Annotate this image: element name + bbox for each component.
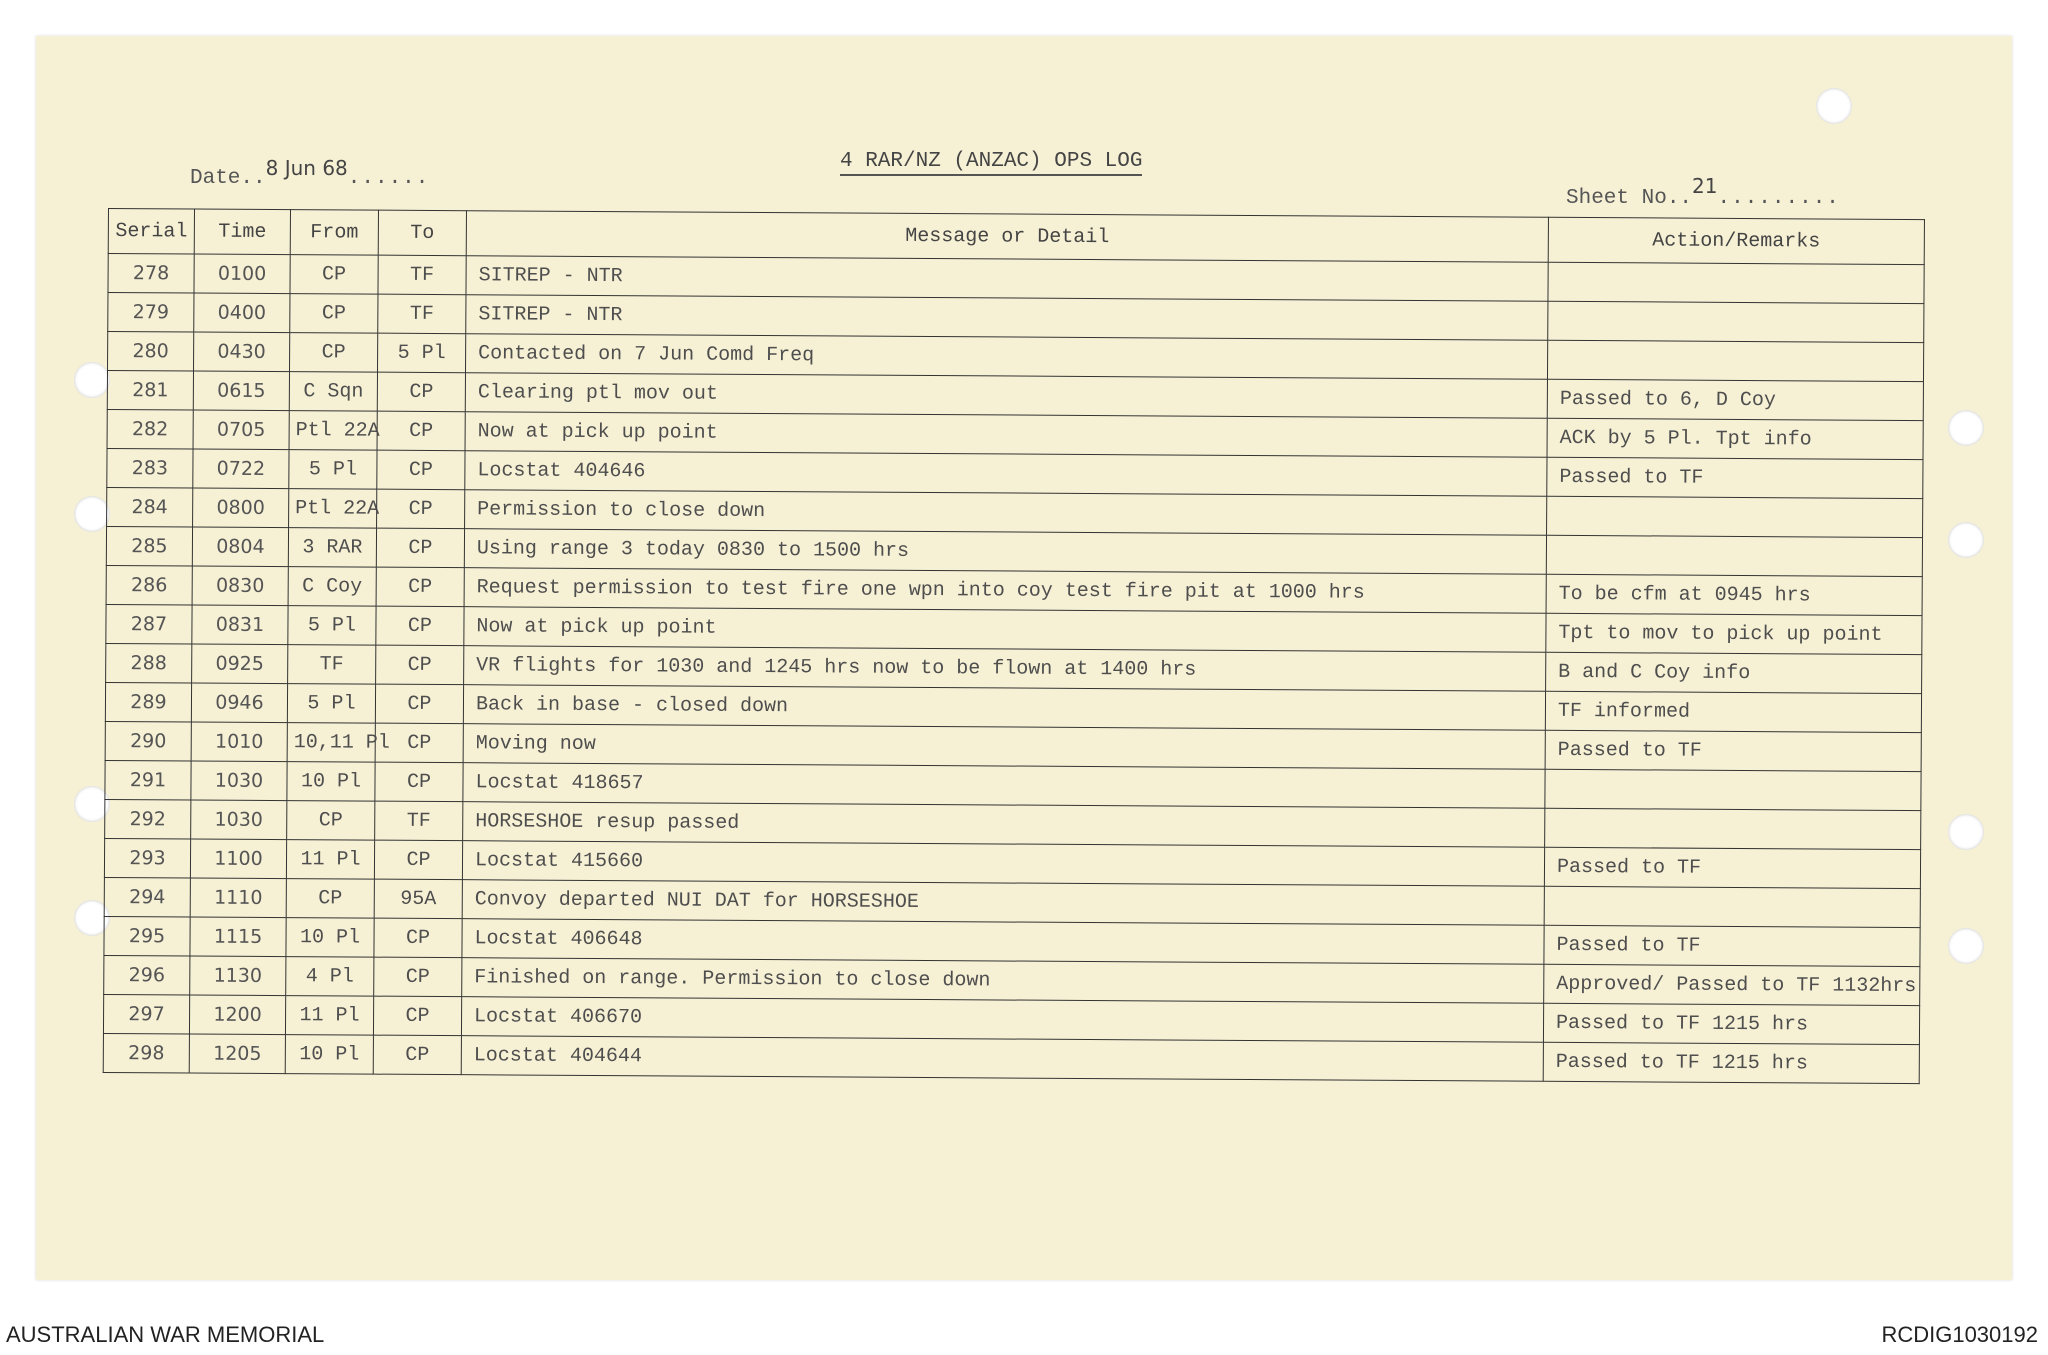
date-dots: ...... [347,167,430,190]
to-cell: CP [373,996,461,1036]
punch-hole-left-1 [74,362,110,398]
to-cell: CP [376,645,464,685]
from-cell: 10 Pl [285,1035,373,1075]
to-cell: CP [377,411,465,451]
to-cell: CP [377,450,465,490]
serial-cell: 285 [106,526,192,566]
from-cell: C Sqn [289,372,377,412]
time-cell: 0830 [192,566,288,606]
from-cell: 4 Pl [286,957,374,997]
serial-cell: 283 [107,448,193,488]
remarks-cell: Approved/ Passed to TF 1132hrs [1544,964,1920,1005]
message-cell: Moving now [463,724,1545,770]
remarks-cell: ACK by 5 Pl. Tpt info [1547,418,1923,459]
time-cell: 1200 [189,995,285,1035]
table-body [103,254,1924,1084]
punch-hole-left-2 [74,496,110,532]
remarks-cell: Passed to TF [1544,925,1920,966]
to-cell: CP [375,762,463,802]
remarks-cell: Passed to TF [1545,730,1921,771]
to-cell: CP [376,606,464,646]
time-cell: 0722 [193,449,289,489]
time-cell: 1205 [189,1034,285,1074]
message-cell: VR flights for 1030 and 1245 hrs now to be flown at 1400 hrs [464,646,1546,692]
serial-cell: 280 [108,332,194,372]
to-cell: 5 Pl [378,333,466,373]
from-cell: 10 Pl [287,762,375,802]
sheet-field [1566,174,1840,210]
time-cell: 0100 [194,254,290,294]
time-cell: 1130 [190,956,286,996]
from-cell: Ptl 22A [289,489,377,529]
remarks-cell [1544,886,1920,927]
time-cell: 1030 [191,761,287,801]
time-cell: 0400 [194,293,290,333]
message-cell: Locstat 418657 [463,763,1545,809]
message-cell: Locstat 406670 [461,997,1543,1043]
serial-cell: 288 [106,643,192,683]
time-cell: 0800 [193,488,289,528]
remarks-cell: Passed to TF 1215 hrs [1543,1003,1919,1044]
time-cell: 0430 [194,332,290,372]
remarks-cell [1547,496,1923,537]
serial-cell: 278 [108,254,194,294]
to-cell: TF [378,255,466,295]
message-cell: Clearing ptl mov out [465,373,1547,419]
to-cell: CP [374,918,462,958]
punch-hole-right-2 [1948,410,1984,446]
from-cell: CP [290,333,378,373]
time-cell: 0804 [192,527,288,567]
sheet-value: 21 [1692,174,1718,198]
to-cell: CP [374,840,462,880]
remarks-cell: To be cfm at 0945 hrs [1546,574,1922,615]
column-header: Action/Remarks [1548,217,1924,264]
from-cell: CP [290,255,378,295]
serial-cell: 281 [107,371,193,411]
message-cell: Permission to close down [465,490,1547,536]
remarks-cell [1547,340,1923,381]
from-cell: C Coy [288,567,376,607]
ops-log-table [103,208,1925,1084]
footer-left: AUSTRALIAN WAR MEMORIAL [6,1322,325,1347]
from-cell: 10,11 Pl [287,723,375,763]
from-cell: 11 Pl [285,996,373,1036]
time-cell: 1010 [191,722,287,762]
serial-cell: 298 [103,1033,189,1073]
serial-cell: 294 [104,877,190,917]
serial-cell: 282 [107,409,193,449]
to-cell: TF [375,801,463,841]
to-cell: TF [378,294,466,334]
remarks-cell [1545,769,1921,810]
from-cell: 11 Pl [286,840,374,880]
footer-right: RCDIG1030192 [1881,1322,2038,1347]
from-cell: 5 Pl [289,450,377,490]
to-cell: 95A [374,879,462,919]
punch-hole-right-1 [1816,88,1852,124]
from-cell: Ptl 22A [289,411,377,451]
time-cell: 1030 [191,800,287,840]
message-cell: Locstat 406648 [462,919,1544,965]
serial-cell: 291 [105,760,191,800]
message-cell: Locstat 404644 [461,1036,1543,1082]
date-value: 8 Jun 68 [265,156,348,180]
message-cell: Finished on range. Permission to close down [462,958,1544,1004]
remarks-cell [1546,535,1922,576]
from-cell: 5 Pl [288,606,376,646]
time-cell: 0615 [193,371,289,411]
serial-cell: 292 [105,799,191,839]
message-cell: Back in base - closed down [463,685,1545,731]
serial-cell: 286 [106,565,192,605]
from-cell: 10 Pl [286,918,374,958]
remarks-cell [1545,808,1921,849]
time-cell: 1110 [190,878,286,918]
punch-hole-right-3 [1948,522,1984,558]
serial-cell: 279 [108,293,194,333]
message-cell: SITREP - NTR [466,295,1548,341]
message-cell: HORSESHOE resup passed [463,802,1545,848]
to-cell: CP [377,372,465,412]
serial-cell: 287 [106,604,192,644]
time-cell: 0831 [192,605,288,645]
time-cell: 0705 [193,410,289,450]
to-cell: CP [376,567,464,607]
message-cell: Now at pick up point [464,607,1546,653]
punch-hole-right-5 [1948,928,1984,964]
serial-cell: 297 [103,994,189,1034]
message-cell: Convoy departed NUI DAT for HORSESHOE [462,880,1544,926]
remarks-cell [1548,262,1924,303]
document-title: 4 RAR/NZ (ANZAC) OPS LOG [840,150,1142,176]
serial-cell: 295 [104,916,190,956]
to-cell: CP [377,489,465,529]
remarks-cell [1548,301,1924,342]
punch-hole-right-4 [1948,814,1984,850]
from-cell: CP [290,294,378,334]
serial-cell: 289 [105,682,191,722]
remarks-cell: B and C Coy info [1546,652,1922,693]
time-cell: 0925 [192,644,288,684]
message-cell: Using range 3 today 0830 to 1500 hrs [464,529,1546,575]
message-cell: Locstat 404646 [465,451,1547,497]
remarks-cell: Tpt to mov to pick up point [1546,613,1922,654]
sheet-dots: ......... [1717,187,1840,210]
remarks-cell: Passed to 6, D Coy [1547,379,1923,420]
time-cell: 1115 [190,917,286,957]
serial-cell: 296 [104,955,190,995]
column-header: Message or Detail [466,211,1548,263]
sheet-label: Sheet No.. [1566,187,1693,210]
from-cell: 3 RAR [288,528,376,568]
serial-cell: 293 [104,838,190,878]
from-cell: CP [286,879,374,919]
from-cell: 5 Pl [287,684,375,724]
column-header: To [378,210,466,256]
remarks-cell: TF informed [1545,691,1921,732]
time-cell: 0946 [191,683,287,723]
serial-cell: 284 [107,487,193,527]
time-cell: 1100 [190,839,286,879]
serial-cell: 290 [105,721,191,761]
date-label: Date.. [190,167,266,190]
remarks-cell: Passed to TF [1547,457,1923,498]
to-cell: CP [375,723,463,763]
message-cell: Request permission to test fire one wpn into coy test fire pit at 1000 hrs [464,568,1546,614]
remarks-cell: Passed to TF [1544,847,1920,888]
from-cell: TF [288,645,376,685]
message-cell: Locstat 415660 [462,841,1544,887]
message-cell: Now at pick up point [465,412,1547,458]
to-cell: CP [376,528,464,568]
to-cell: CP [373,1035,461,1075]
date-field [190,156,430,190]
to-cell: CP [375,684,463,724]
message-cell: Contacted on 7 Jun Comd Freq [466,334,1548,380]
to-cell: CP [374,957,462,997]
message-cell: SITREP - NTR [466,256,1548,302]
from-cell: CP [287,801,375,841]
column-header: Time [194,209,290,255]
column-header: From [290,210,378,256]
column-header: Serial [108,209,194,255]
remarks-cell: Passed to TF 1215 hrs [1543,1042,1919,1083]
